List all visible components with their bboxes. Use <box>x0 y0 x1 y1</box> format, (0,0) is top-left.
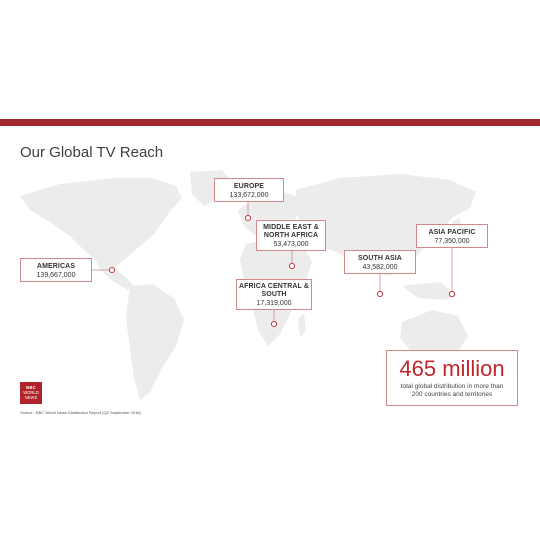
region-name-line2: SOUTH <box>261 291 287 298</box>
se-asia-islands <box>402 282 458 300</box>
region-name: AMERICAS <box>36 263 76 270</box>
region-box-africa-central-south <box>236 279 312 310</box>
region-name: SOUTH ASIA <box>358 255 402 262</box>
region-box-americas <box>20 258 92 282</box>
total-reach-text-line1: total global distribution in more than <box>400 383 504 390</box>
americas-marker <box>109 267 114 272</box>
south-asia-marker <box>377 291 382 296</box>
north-america <box>20 178 182 268</box>
region-box-asia-pacific <box>416 224 488 248</box>
region-value: 133,672,000 <box>229 192 269 199</box>
region-box-south-asia <box>344 250 416 274</box>
region-value: 139,667,000 <box>36 272 76 279</box>
mena-marker <box>289 263 294 268</box>
logo-line3: NEWS <box>24 395 38 400</box>
total-reach-number: 465 million <box>399 356 505 381</box>
asia-pacific-marker <box>449 291 454 296</box>
south-america <box>126 284 184 400</box>
total-reach-text-line2: 200 countries and territories <box>411 391 493 398</box>
region-value: 17,319,000 <box>256 300 292 307</box>
region-box-middle-east-north-africa <box>256 220 326 251</box>
europe-marker <box>245 215 250 220</box>
region-name: ASIA PACIFIC <box>428 229 476 236</box>
region-name-line1: AFRICA CENTRAL & <box>238 283 310 290</box>
region-value: 77,350,000 <box>434 238 470 245</box>
africa-marker <box>271 321 276 326</box>
source-note: Source : BBC World News Distribution Report (Q2 September 2018). <box>20 410 142 415</box>
page-title: Our Global TV Reach <box>20 144 164 161</box>
madagascar <box>298 314 306 338</box>
total-reach-box <box>386 350 518 406</box>
region-box-europe <box>214 178 284 202</box>
region-name-line1: MIDDLE EAST & <box>263 224 319 231</box>
logo-line1: BBC <box>26 385 36 390</box>
region-value: 53,473,000 <box>273 241 309 248</box>
region-value: 43,582,000 <box>362 264 398 271</box>
region-name-line2: NORTH AFRICA <box>263 232 319 239</box>
region-name: EUROPE <box>233 183 265 190</box>
bbc-world-news-logo <box>20 382 42 404</box>
logo-line2: WORLD <box>23 390 39 395</box>
